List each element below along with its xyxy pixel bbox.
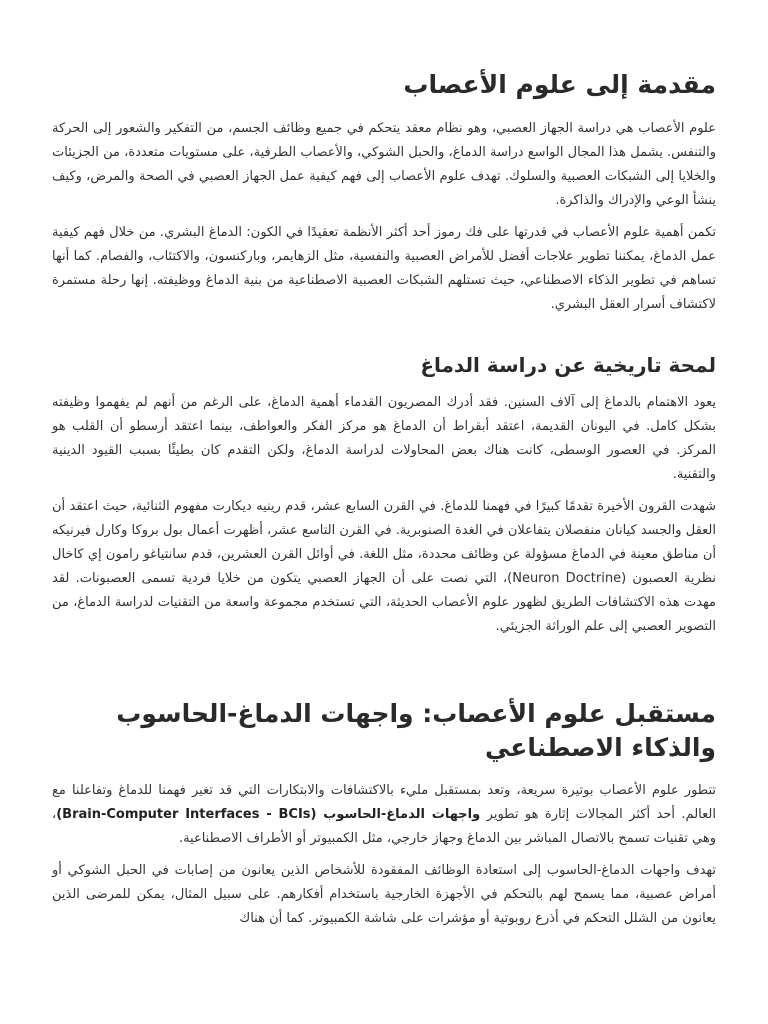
section-title: مستقبل علوم الأعصاب: واجهات الدماغ-الحاسوب والذكاء الاصطناعي (116, 699, 716, 762)
paragraph: علوم الأعصاب هي دراسة الجهاز العصبي، وهو نظام معقد يتحكم في جميع وظائف الجسم، من التفكير والشعور إلى الحركة والتنفس. يشمل هذا المجال الواسع دراسة الدماغ، والحبل الشوكي، والأعصاب الطرفية، على مستويات متعددة، من الجزيئات والخلايا إلى الشبكات العصبية والسلوك. تهدف علوم الأعصاب إلى فهم كيفية عمل الجهاز العصبي في الصحة والمرض، وكيف ينشأ الوعي والإدراك والذاكرة. (52, 121, 716, 208)
section-title: لمحة تاريخية عن دراسة الدماغ (420, 353, 716, 377)
paragraph-text: ، وهي تقنيات تسمح بالاتصال المباشر بين الدماغ وجهاز خارجي، مثل الكمبيوتر أو الأطراف الاصطناعية. (52, 807, 716, 846)
paragraph-text: تتطور علوم الأعصاب بوتيرة سريعة، وتعد بمستقبل مليء بالاكتشافات والابتكارات التي قد تغير فهمنا للدماغ وتفاعلنا مع العالم. أحد أكثر المجالات إثارة هو تطوير (52, 783, 716, 822)
paragraph: يعود الاهتمام بالدماغ إلى آلاف السنين. فقد أدرك المصريون القدماء أهمية الدماغ، على الرغم من أنهم لم يفهموا وظيفته بشكل كامل. في اليونان القديمة، اعتقد أبقراط أن الدماغ هو مركز الفكر والعواطف، بينما اعتقد أرسطو أن القلب هو المركز. في العصور الوسطى، كانت هناك بعض المحاولات لدراسة الدماغ، ولكن التقدم كان بطيئًا بسبب القيود الدينية والتقنية. (52, 395, 716, 482)
paragraph: تكمن أهمية علوم الأعصاب في قدرتها على فك رموز أحد أكثر الأنظمة تعقيدًا في الكون: الدماغ البشري. من خلال فهم كيفية عمل الدماغ، يمكننا تطوير علاجات أفضل للأمراض العصبية والنفسية، مثل الزهايمر، وباركنسون، والاكتئاب، والفصام. كما أنها تساهم في تطوير الذكاء الاصطناعي، حيث تستلهم الشبكات العصبية الاصطناعية من بنية الدماغ ووظيفته. إنها رحلة مستمرة لاكتشاف أسرار العقل البشري. (52, 225, 716, 312)
bold-term: واجهات الدماغ-الحاسوب (Brain-Computer Interfaces - BCIs) (56, 807, 481, 822)
section-future (52, 697, 716, 931)
section-title: مقدمة إلى علوم الأعصاب (403, 70, 716, 99)
paragraph: تهدف واجهات الدماغ-الحاسوب إلى استعادة الوظائف المفقودة للأشخاص الذين يعانون من إصابات في الحبل الشوكي أو أمراض عصبية، مما يسمح لهم بالتحكم في الأجهزة الخارجية باستخدام أفكارهم. على سبيل المثال، يمكن للمرضى الذين يعانون من الشلل التحكم في أذرع روبوتية أو مؤشرات على شاشة الكمبيوتر. كما أن هناك (52, 863, 716, 926)
section-intro (52, 68, 716, 317)
paragraph (52, 779, 716, 851)
section-history (52, 351, 716, 639)
paragraph: شهدت القرون الأخيرة تقدمًا كبيرًا في فهمنا للدماغ. في القرن السابع عشر، قدم رينيه ديكارت مفهوم الثنائية، حيث اعتقد أن العقل والجسد كيانان منفصلان يتفاعلان في الغدة الصنوبرية. في القرن التاسع عشر، أظهرت أعمال بول بروكا وكارل فيرنيكه أن مناطق معينة في الدماغ مسؤولة عن وظائف محددة، مثل اللغة. في أوائل القرن العشرين، قدم سانتياغو رامون إي كاخال نظرية العصبون (Neuron Doctrine)، التي نصت على أن الجهاز العصبي يتكون من خلايا فردية تسمى العصبونات. لقد مهدت هذه الاكتشافات الطريق لظهور علوم الأعصاب الحديثة، التي تستخدم مجموعة واسعة من التقنيات لدراسة الدماغ، من التصوير العصبي إلى علم الوراثة الجزيئي. (52, 499, 717, 634)
